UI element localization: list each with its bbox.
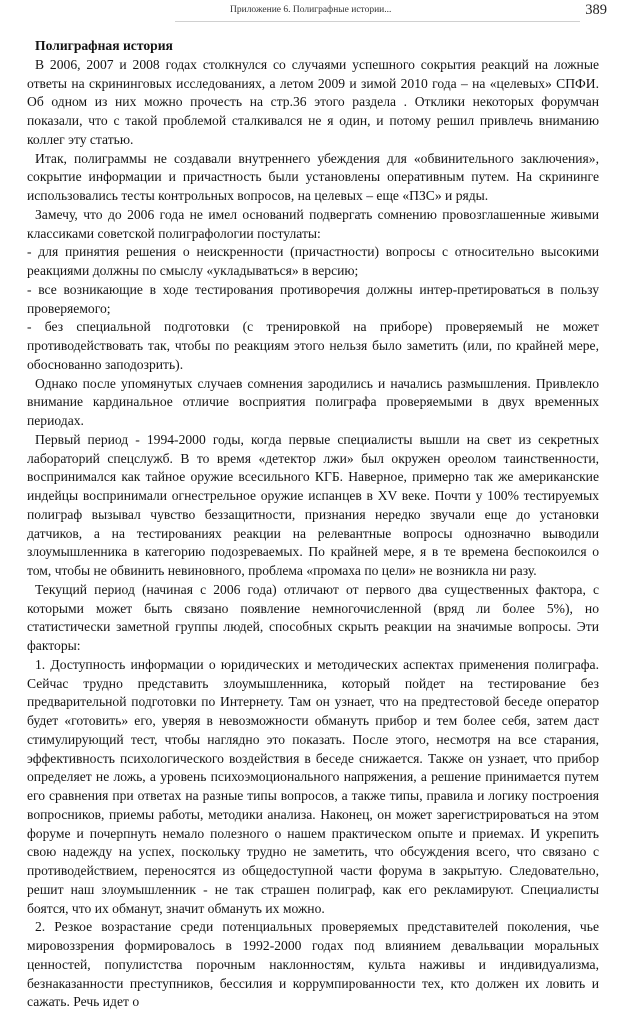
paragraph-postulates-intro: Замечу, что до 2006 года не имел оснований подвергать сомнению провозглашенные живыми классиками советской полиграфологии постулаты:: [27, 206, 599, 241]
paragraph-factor-2: 2. Резкое возрастание среди потенциальных проверяемых представителей поколения, чье мировоззрения формировалось в 1992-2000 годах под влиянием девальвации моральных ценностей, популистства порочным наклонностям, культа наживы и индивидуализма, безнаказанности преступников, бессилия и коррумпированности тех, кто должен их ловить и сажать. Речь идет о: [27, 919, 599, 1010]
list-item-postulate-1: - для принятия решения о неискренности (причастности) вопросы с относительно высокими реакциями должны по смыслу «укладываться» в версию;: [27, 244, 599, 278]
paragraph-first-period: Первый период - 1994-2000 годы, когда первые специалисты вышли на свет из секретных лабораторий спецслужб. В то время «детектор лжи» был окружен ореолом таинственности, воспринимался как тайное оружие всесильного КГБ. Наверное, примерно так же американские индейцы воспринимали огнестрельное оружие испанцев в XV веке. Почти у 100% тестируемых полиграф вызывал чувство беззащитности, признания нередко звучали еще до установки датчиков, а на тестированиях реакции на релевантные вопросы однозначно выводили злоумышленника в категорию подозреваемых. По крайней мере, я в те времена беспокоился о том, чтобы не обвинить невиновного, проблема «промаха по цели» не возникла ни разу.: [27, 431, 599, 578]
paragraph-polygrams: Итак, полиграммы не создавали внутреннего убеждения для «обвинительного заключения», сокрытие информации и причастность были установлены оперативным путем. На скрининге использовались тесты контрольных вопросов, на целевых – еще «ПЗС» и ряды.: [27, 150, 599, 203]
page-body: [27, 37, 599, 1012]
list-item-postulate-2: - все возникающие в ходе тестирования противоречия должны интер-претироваться в пользу проверяемого;: [27, 281, 599, 316]
page-number: 389: [585, 2, 607, 18]
list-item-postulate-3: - без специальной подготовки (с тренировкой на приборе) проверяемый не может противодействовать так, чтобы по реакциям этого нельзя было заметить (или, по крайней мере, обоснованно заподозрить).: [27, 319, 599, 372]
running-header: [0, 3, 620, 21]
paragraph-factor-1: 1. Доступность информации о юридических и методических аспектах применения полиграфа. Сейчас трудно представить злоумышленника, который пойдет на тестирование без предварительной подготовки по Интернету. Там он узнает, что на предтестовой беседе оператор будет «готовить» его, уверяя в невозможности обмануть прибор и тем более себя, затем даст стимулирующий тест, чтобы наглядно это показать. После этого, несмотря на все старания, эффективность психологического воздействия в беседе снижается. Также он узнает, что прибор определяет не ложь, а уровень психоэмоционального напряжения, а решение принимается путем его сравнения при ответах на разные типы вопросов, а также типы, правила и логику построения вопросников, приемы работы, методики анализа. Наконец, он может зарегистрироваться на этом форуме и почерпнуть немало полезного о нашем практическом опыте и приемах. И укрепить свою надежду на успех, поскольку трудно не заметить, что обсуждения всего, что связано с противодействием, переносятся из общедоступной части форума в закрытую. Следовательно, решит наш злоумышленник - не так страшен полиграф, как его рекламируют. Специалисты боятся, что их обманут, значит обмануть их можно.: [27, 656, 599, 916]
running-title: Приложение 6. Полиграфные истории...: [230, 5, 392, 15]
paragraph-doubts: Однако после упомянутых случаев сомнения зародились и начались размышления. Привлеклo внимание кардинальное отличие восприятия полиграфа проверяемыми в двух временных периодах.: [27, 375, 599, 428]
section-heading: Полиграфная история: [35, 38, 173, 53]
paragraph-intro: В 2006, 2007 и 2008 годах столкнулся со случаями успешного сокрытия реакций на ложные ответы на скрининговых исследованиях, а летом 2009 и зимой 2010 года – на «целевых» СПФИ. Об одном из них можно прочесть на стр.36 этого раздела . Отклики некоторых форумчан показали, что с такой проблемой сталкивался не я один, и потому решил привлечь вниманию коллег эту статью.: [27, 56, 599, 147]
header-rule: [175, 21, 580, 22]
paragraph-current-period: Текущий период (начиная с 2006 года) отличают от первого два существенных фактора, с которыми может быть связано появление немногочисленной (вряд ли более 5%), но статистически заметной группы людей, способных скрыть реакции на значимые вопросы. Эти факторы:: [27, 581, 599, 653]
